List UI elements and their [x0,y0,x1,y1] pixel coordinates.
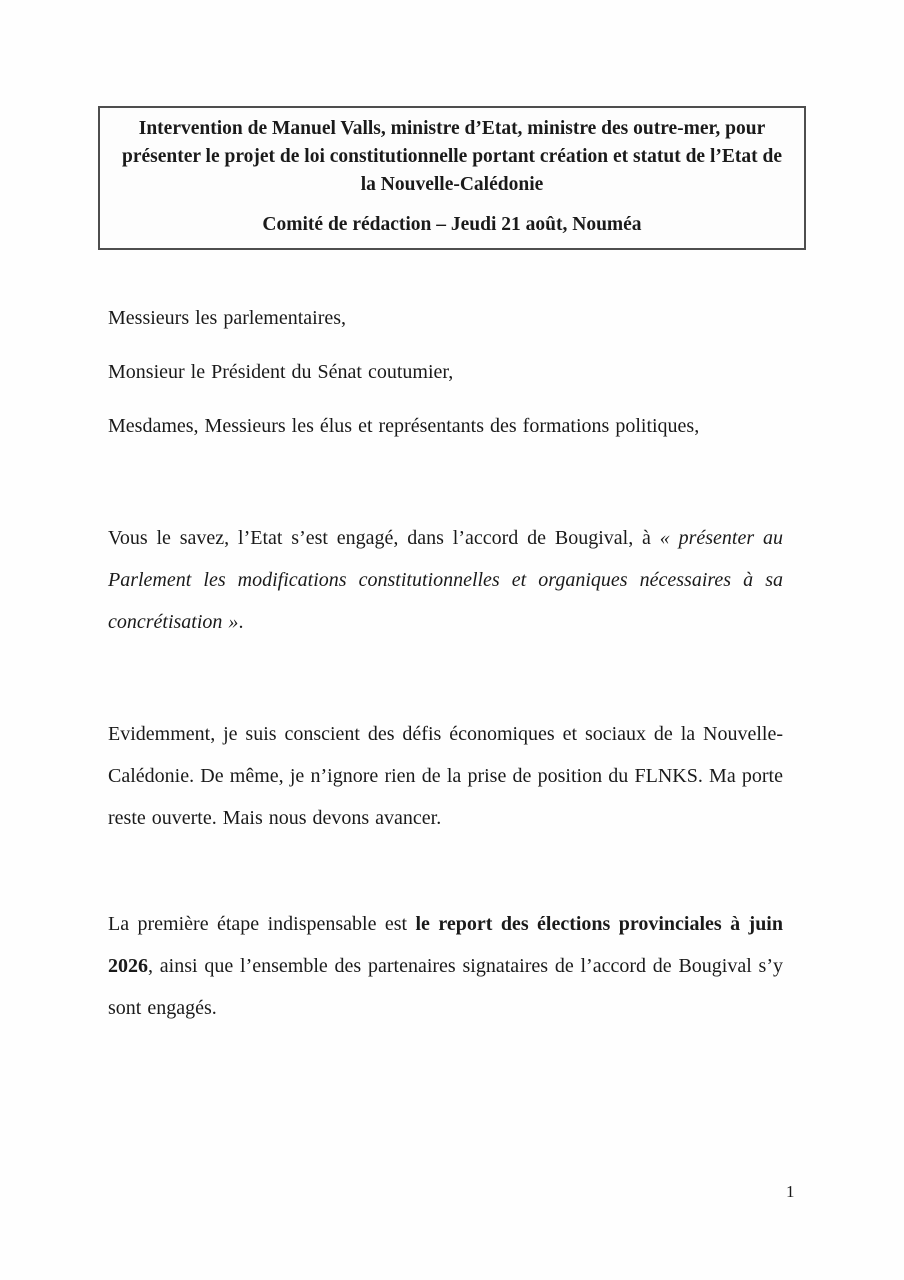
salutation-senat-coutumier: Monsieur le Président du Sénat coutumier, [108,361,454,383]
salutation-parlementaires: Messieurs les parlementaires, [108,307,347,329]
paragraph-report-elections [108,903,783,1029]
quoted-italic-text: « présenter au Parlement les modifications constitutionnelles et organiques nécessaires à sa concrétisation » [108,527,783,633]
document-title: Intervention de Manuel Valls, ministre d’Etat, ministre des outre-mer, pour présenter le projet de loi constitutionnelle portant création et statut de l’Etat de la Nouvelle-Calédonie [121,118,782,195]
title-box [98,106,806,250]
paragraph-accord-bougival [108,517,783,643]
paragraph-defis-economiques: Evidemment, je suis conscient des défis économiques et sociaux de la Nouvelle-Calédonie. De même, je n’ignore rien de la prise de position du FLNKS. Ma porte reste ouverte. Mais nous devons avancer. [108,723,783,829]
paragraph-lead-text: La première étape indispensable est [108,913,416,935]
bold-emphasis-text: le report des élections provinciales à juin 2026 [108,913,783,977]
salutation-elus: Mesdames, Messieurs les élus et représentants des formations politiques, [108,415,700,437]
document-body [108,297,783,1041]
paragraph-tail-text: , ainsi que l’ensemble des partenaires signataires de l’accord de Bougival s’y sont engagés. [108,955,783,1019]
paragraph-lead-text: Vous le savez, l’Etat s’est engagé, dans l’accord de Bougival, à [108,527,660,549]
page-number: 1 [786,1182,795,1201]
paragraph-tail-text: . [238,611,244,633]
document-subtitle: Comité de rédaction – Jeudi 21 août, Nouméa [262,214,642,235]
